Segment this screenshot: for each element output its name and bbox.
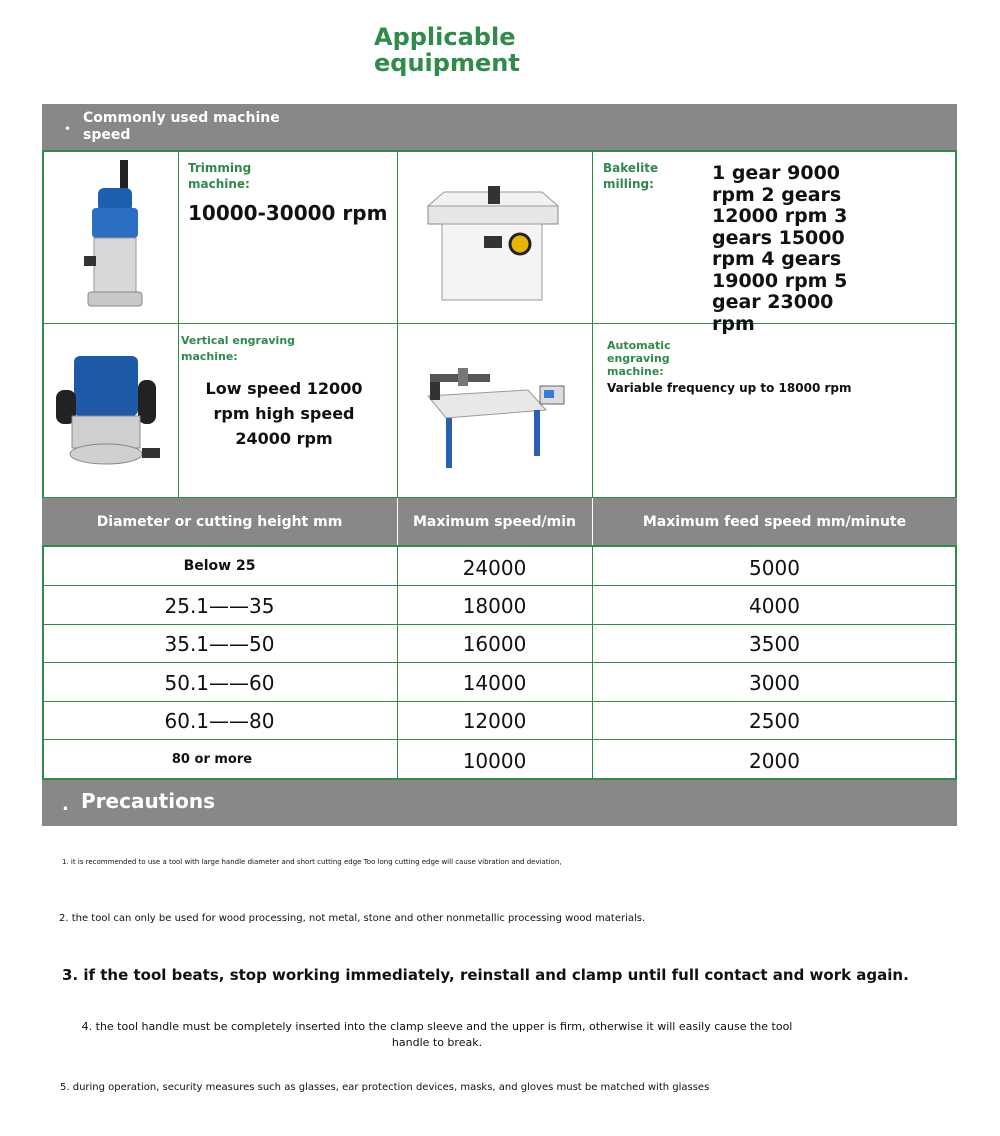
precaution-item: 2. the tool can only be used for wood processing, not metal, stone and other nonmetallic processing wood materials. xyxy=(59,913,646,924)
column-header: Maximum speed/min xyxy=(412,514,577,530)
grid-divider xyxy=(178,150,179,499)
precaution-item: 1. it is recommended to use a tool with large handle diameter and short cutting edge Too long cutting edge will cause vibration and deviation, xyxy=(62,858,562,866)
trimming-machine-label: Trimming machine: xyxy=(188,161,252,191)
grid-divider xyxy=(397,150,398,499)
table-cell: 35.1——50 xyxy=(164,632,275,656)
cnc-engraving-machine-icon xyxy=(418,364,568,470)
table-cell: 12000 xyxy=(462,709,527,733)
table-cell: Below 25 xyxy=(183,558,256,574)
trimming-machine-speed: 10000-30000 rpm xyxy=(188,201,388,225)
table-cell: 24000 xyxy=(462,556,527,580)
automatic-engraving-label: Automatic engraving machine: xyxy=(607,339,671,378)
precaution-item: 4. the tool handle must be completely inserted into the clamp sleeve and the upper is firm, otherwise it will easily cause the tool handle to break. xyxy=(81,1020,793,1049)
section-bullet: . xyxy=(62,794,69,815)
table-cell: 18000 xyxy=(462,594,527,618)
column-header: Diameter or cutting height mm xyxy=(96,514,343,530)
speed-table-header xyxy=(42,498,957,546)
precaution-item: 3. if the tool beats, stop working immediately, reinstall and clamp until full contact and work again. xyxy=(62,966,909,984)
vertical-engraving-label: Vertical engraving machine: xyxy=(181,334,296,363)
automatic-engraving-speed: Variable frequency up to 18000 rpm xyxy=(607,381,852,395)
spindle-moulder-icon xyxy=(424,184,564,308)
header-divider xyxy=(397,498,398,546)
table-cell: 4000 xyxy=(749,594,800,618)
table-cell: 2500 xyxy=(749,709,800,733)
speed-section-heading: Commonly used machine speed xyxy=(83,110,280,143)
table-cell: 60.1——80 xyxy=(164,709,275,733)
precautions-heading: Precautions xyxy=(81,789,215,813)
table-cell: 3000 xyxy=(749,671,800,695)
table-cell: 25.1——35 xyxy=(164,594,275,618)
header-divider xyxy=(592,498,593,546)
precaution-item: 5. during operation, security measures such as glasses, ear protection devices, masks, and gloves must be matched with glasses xyxy=(60,1082,710,1093)
table-cell: 5000 xyxy=(749,556,800,580)
table-cell: 3500 xyxy=(749,632,800,656)
column-header: Maximum feed speed mm/minute xyxy=(642,514,907,530)
page-title: Applicable equipment xyxy=(374,23,520,77)
bakelite-milling-speed: 1 gear 9000 rpm 2 gears 12000 rpm 3 gears 15000 rpm 4 gears 19000 rpm 5 gear 23000 rpm xyxy=(712,162,848,335)
section-bullet: • xyxy=(64,122,72,136)
plunge-router-icon xyxy=(52,350,166,470)
table-cell: 16000 xyxy=(462,632,527,656)
bakelite-milling-label: Bakelite milling: xyxy=(603,161,659,191)
speed-section-bar xyxy=(42,104,957,150)
table-cell: 2000 xyxy=(749,749,800,773)
trimming-router-icon xyxy=(70,156,160,318)
table-cell: 50.1——60 xyxy=(164,671,275,695)
table-cell: 14000 xyxy=(462,671,527,695)
precautions-section-bar xyxy=(42,780,957,826)
table-cell: 80 or more xyxy=(171,751,253,767)
table-cell: 10000 xyxy=(462,749,527,773)
grid-divider xyxy=(592,150,593,499)
vertical-engraving-speed: Low speed 12000 rpm high speed 24000 rpm xyxy=(205,379,363,448)
